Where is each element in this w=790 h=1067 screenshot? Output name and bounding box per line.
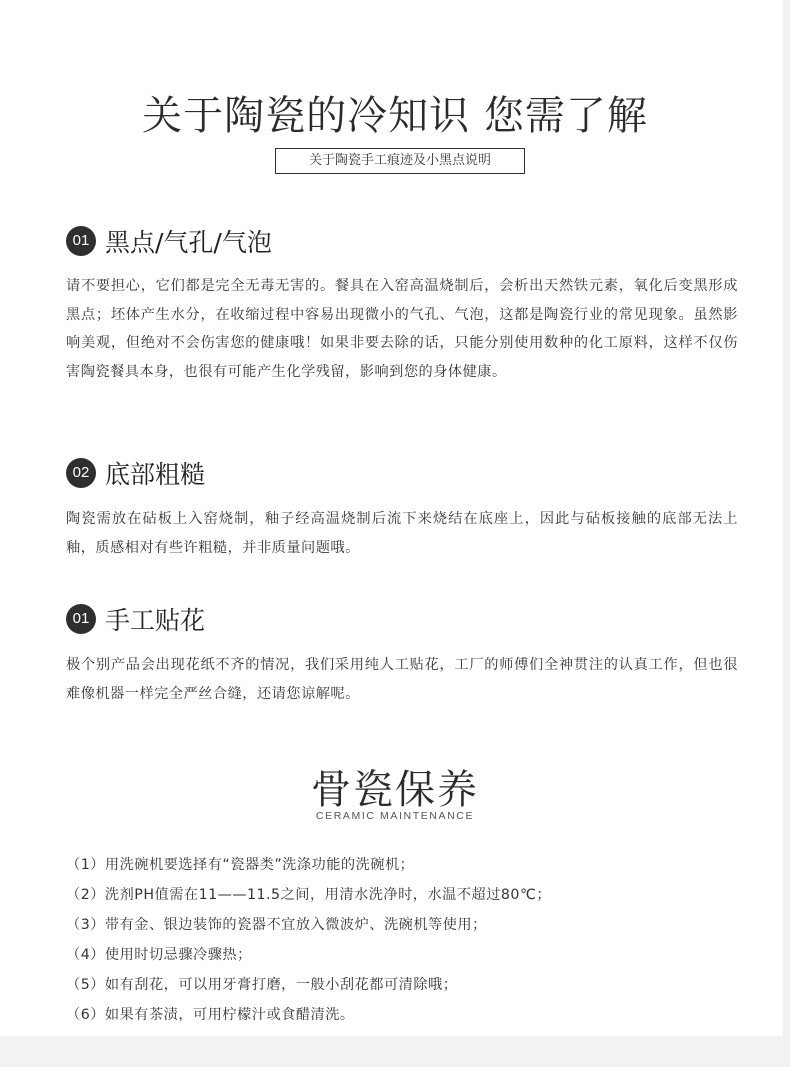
list-item: （5）如有刮花，可以用牙膏打磨，一般小刮花都可清除哦； <box>66 977 458 993</box>
section-number-badge: 01 <box>66 226 96 256</box>
care-list <box>66 850 746 1030</box>
section-body: 请不要担心，它们都是完全无毒无害的。餐具在入窑高温烧制后，会析出天然铁元素，氧化后变黑形成黑点；坯体产生水分，在收缩过程中容易出现微小的气孔、气泡，这都是陶瓷行业的常见现象。虽然影响美观，但绝对不会伤害您的健康哦！如果非要去除的话，只能分别使用数种的化工原料，这样不仅伤害陶瓷餐具本身，也很有可能产生化学残留，影响到您的身体健康。 <box>66 278 738 380</box>
section-title: 底部粗糙 <box>105 460 206 489</box>
care-title: 骨瓷保养 <box>311 767 479 813</box>
section-title: 手工贴花 <box>105 606 206 635</box>
page-title: 关于陶瓷的冷知识 您需了解 <box>142 93 648 139</box>
section-header-rough-bottom <box>66 457 205 489</box>
section-header-handmade-decal <box>66 603 205 635</box>
section-title: 黑点/气孔/气泡 <box>105 228 272 257</box>
list-item: （1）用洗碗机要选择有“瓷器类”洗涤功能的洗碗机； <box>66 857 415 873</box>
page-subtitle: 关于陶瓷手工痕迹及小黑点说明 <box>275 148 525 174</box>
list-item: （3）带有金、银边装饰的瓷器不宜放入微波炉、洗碗机等使用； <box>66 917 487 933</box>
section-header-black-dots <box>66 225 272 257</box>
section-body: 陶瓷需放在砧板上入窑烧制，釉子经高温烧制后流下来烧结在底座上，因此与砧板接触的底部无法上釉，质感相对有些许粗糙，并非质量问题哦。 <box>66 511 738 556</box>
section-body: 极个别产品会出现花纸不齐的情况，我们采用纯人工贴花，工厂的师傅们全神贯注的认真工作，但也很难像机器一样完全严丝合缝，还请您谅解呢。 <box>66 657 738 702</box>
section-number-badge: 02 <box>66 458 96 488</box>
list-item: （6）如果有茶渍，可用柠檬汁或食醋清洗。 <box>66 1007 355 1023</box>
list-item: （2）洗剂PH值需在11——11.5之间，用清水洗净时，水温不超过80℃； <box>66 887 552 903</box>
care-subtitle: CERAMIC MAINTENANCE <box>315 810 475 822</box>
list-item: （4）使用时切忌骤冷骤热； <box>66 947 252 963</box>
section-number-badge: 01 <box>66 604 96 634</box>
